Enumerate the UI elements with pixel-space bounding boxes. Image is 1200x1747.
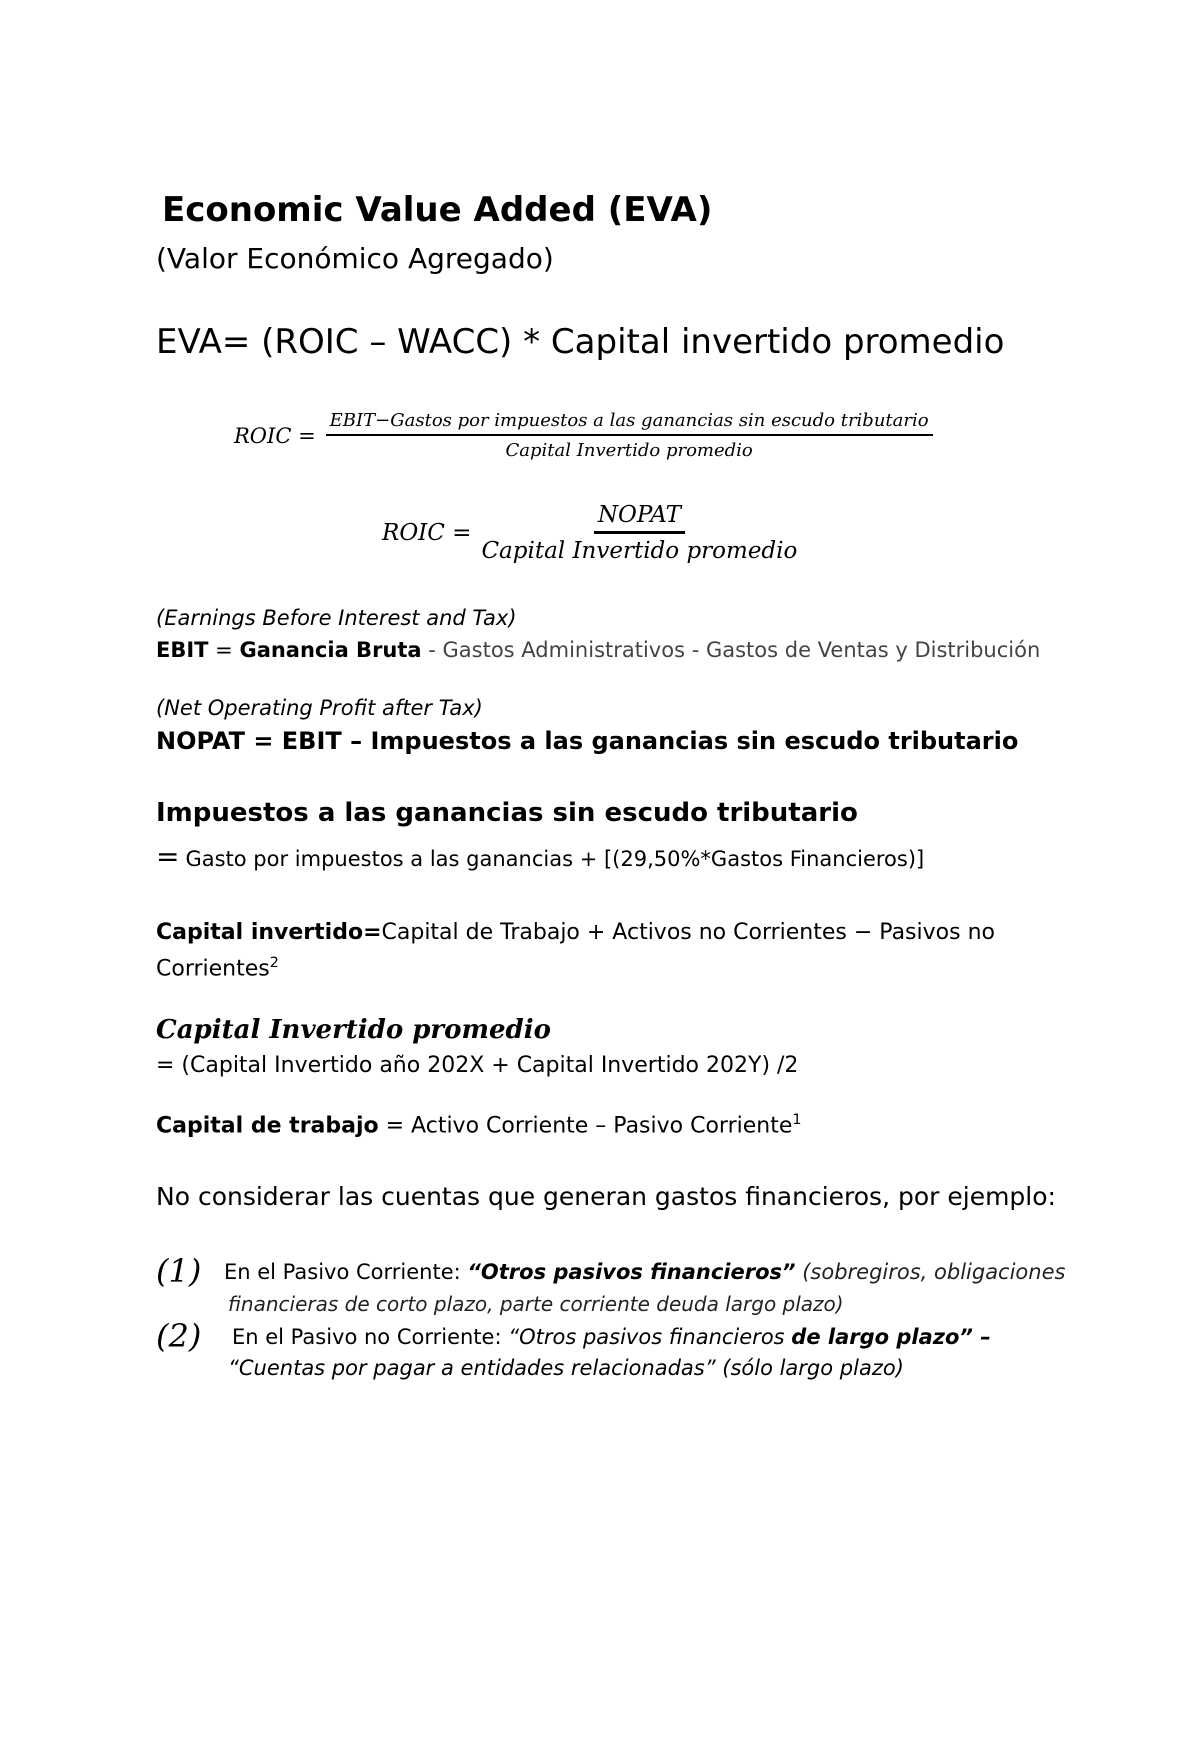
item-detail-continuation: financieras de corto plazo, parte corriente deuda largo plazo): [228, 1292, 844, 1316]
item-quoted-end: ” –: [959, 1325, 991, 1349]
capital-invertido-term: Capital invertido=: [156, 920, 382, 945]
roic-formula-expanded: [234, 410, 933, 461]
roic-denominator: Capital Invertido promedio: [505, 440, 753, 461]
item-prefix: En el Pasivo no Corriente:: [232, 1325, 509, 1349]
roic-numerator: EBIT−Gastos por impuestos a las ganancias sin escudo tributario: [326, 410, 933, 436]
list-marker: (2): [156, 1317, 202, 1355]
ebit-term: EBIT: [156, 638, 209, 662]
capital-invertido-formula: Capital de Trabajo + Activos no Corrientes − Pasivos no: [381, 920, 995, 945]
ebit-note: (Earnings Before Interest and Tax): [156, 606, 517, 630]
list-marker: (1): [156, 1252, 202, 1290]
capital-promedio-formula: = (Capital Invertido año 202X + Capital Invertido 202Y) /2: [156, 1053, 799, 1078]
roic-formula-nopat: [382, 502, 797, 564]
page-subtitle: (Valor Económico Agregado): [156, 242, 554, 275]
capital-trabajo-definition: [156, 1112, 802, 1138]
item-prefix: En el Pasivo Corriente:: [224, 1260, 468, 1284]
ebit-eq: =: [208, 638, 240, 662]
nopat-definition: [156, 727, 1018, 755]
roic-lhs: ROIC =: [234, 423, 316, 448]
item-quoted-bold: de largo plazo: [791, 1325, 960, 1349]
footnote-marker: 2: [269, 955, 279, 971]
capital-invertido-continuation: [156, 955, 279, 981]
nopat-note: (Net Operating Profit after Tax): [156, 696, 483, 720]
item-detail-continuation: “Cuentas por pagar a entidades relacionadas” (sólo largo plazo): [228, 1356, 904, 1380]
roic-denominator: Capital Invertido promedio: [481, 538, 798, 564]
roic-fraction: [481, 502, 797, 564]
eva-formula: EVA= (ROIC – WACC) * Capital invertido promedio: [156, 322, 1005, 362]
roic-fraction: [326, 410, 933, 461]
ebit-definition: [156, 638, 1040, 662]
item-quoted: “Otros pasivos financieros: [508, 1325, 792, 1349]
list-item: [232, 1325, 991, 1349]
capital-trabajo-formula: = Activo Corriente – Pasivo Corriente: [378, 1113, 793, 1139]
list-item: [224, 1260, 1065, 1284]
roic-lhs: ROIC =: [382, 520, 472, 546]
tax-definition: [156, 840, 924, 873]
footnote-marker: 1: [792, 1112, 802, 1128]
roic-numerator: NOPAT: [594, 502, 685, 534]
capital-trabajo-term: Capital de trabajo: [156, 1113, 379, 1139]
page-title: Economic Value Added (EVA): [162, 190, 713, 230]
capital-invertido-definition: [156, 920, 995, 945]
item-quoted: “Otros pasivos financieros”: [467, 1260, 796, 1284]
no-consider-statement: No considerar las cuentas que generan gastos financieros, por ejemplo:: [156, 1182, 1056, 1211]
item-detail: (sobregiros, obligaciones: [795, 1260, 1066, 1284]
ebit-rest: - Gastos Administrativos - Gastos de Ventas y Distribución: [421, 638, 1041, 662]
capital-promedio-heading: Capital Invertido promedio: [156, 1015, 551, 1045]
equals-sign: =: [156, 840, 180, 873]
capital-invertido-line2: Corrientes: [156, 956, 270, 982]
tax-formula: Gasto por impuestos a las ganancias + [(29,50%*Gastos Financieros)]: [185, 847, 925, 871]
ganancia-bruta: Ganancia Bruta: [239, 638, 422, 662]
nopat-formula: NOPAT = EBIT – Impuestos a las ganancias sin escudo tributario: [156, 727, 1019, 755]
tax-heading: Impuestos a las ganancias sin escudo tributario: [156, 798, 858, 828]
